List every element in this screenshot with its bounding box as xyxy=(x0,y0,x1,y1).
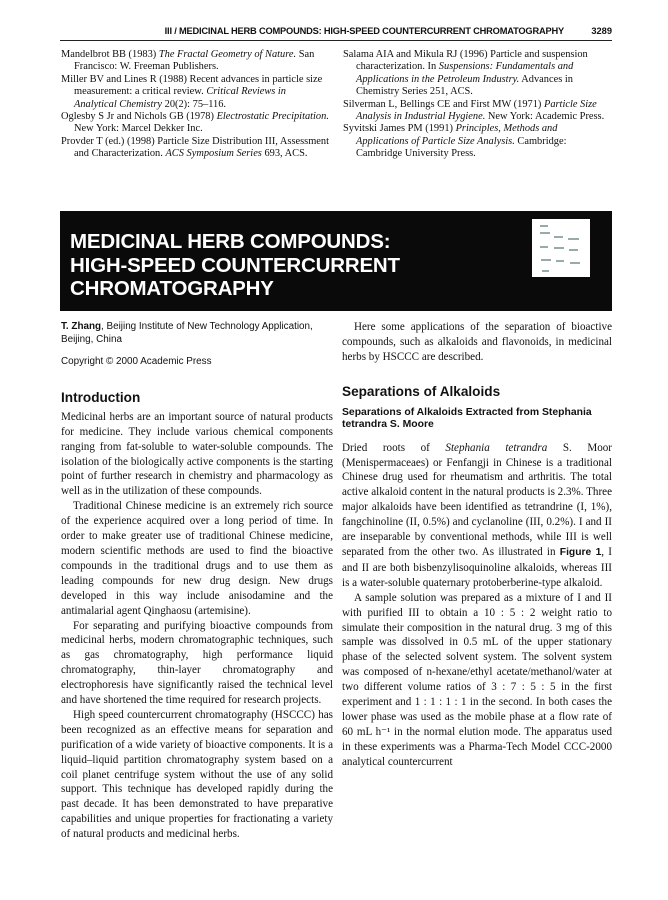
reference-entry: Salama AIA and Mikula RJ (1996) Particle and suspension characterization. In Suspensions: Fundamentals and Applications in the Petroleum Industry. Advances in Chemistry Series 251, ACS. xyxy=(343,49,588,98)
species-name: Stephania tetrandra xyxy=(445,441,548,454)
references-right-column xyxy=(343,49,611,161)
article-title: MEDICINAL HERB COMPOUNDS: HIGH-SPEED COUNTERCURRENT CHROMATOGRAPHY xyxy=(70,230,400,300)
author-name: T. Zhang xyxy=(61,321,102,332)
references-left-column xyxy=(61,49,331,161)
author-affiliation: , Beijing Institute of New Technology Application, Beijing, China xyxy=(61,321,313,345)
author-block xyxy=(61,320,333,346)
paragraph: Dried roots of Stephania tetrandra S. Moor (Menispermaceaes) or Fenfangji in Chinese is a traditional Chinese drug used for rheumatism and arthritis. The total active alkaloid content in the natural products is 2.3%. Three major alkaloids have been identified as tetrandrine (I, 1%), fangchinoline (II, 0.5%) and cyclanoline (III, 0.2%). I and II are inseparable by conventional methods, while III is well separated from the other two. As illustrated in Figure 1, I and II are both bisbenzylisoquinoline alkaloids, whereas III is a water-soluble quaternary protoberberine-type alkaloid. xyxy=(342,441,612,589)
paragraph: Medicinal herbs are an important source of natural products for medicine. They include various chemical components ranging from fat-soluble to water-soluble compounds. The isolation of the biologically active components is the starting point of further research in chemistry and pharmacology as well as in the utilization of these compounds. xyxy=(61,410,333,498)
reference-entry: Syvitski James PM (1991) Principles, Methods and Applications of Particle Size Analysis. Cambridge: Cambridge University Press. xyxy=(343,123,567,160)
left-text-column xyxy=(61,320,333,842)
paragraph: A sample solution was prepared as a mixture of I and II with purified III to obtain a 10 : 5 : 2 weight ratio to simulate their composition in the natural drug. 3 mg of this sample was dissolved in 0.5 mL of the upper stationary phase of the selected solvent system. The solvent system was composed of n-hexane/ethyl acetate/methanol/water at two different volume ratios of 3 : 7 : 5 : 5 in the first experiment and 1 : 1 : 1 : 1 in the second. In both cases the lower phase was used as the mobile phase at a flow rate of 60 mL h⁻¹ in the normal elution mode. The apparatus used in these experiments was a Pharma-Tech Model CCC-2000 analytical countercurrent xyxy=(342,591,612,768)
right-text-column xyxy=(342,320,612,770)
running-header xyxy=(60,26,612,41)
chromatogram-thumbnail-icon xyxy=(532,219,590,277)
paragraph: For separating and purifying bioactive compounds from medicinal herbs, modern chromatographic techniques, such as gas chromatography, high performance liquid chromatography, thin-layer chromatography and electrophoresis have significantly raised the technical level and have shortened the time required for research projects. xyxy=(61,619,333,707)
running-title: III / MEDICINAL HERB COMPOUNDS: HIGH-SPEED COUNTERCURRENT CHROMATOGRAPHY xyxy=(164,26,564,36)
copyright-line: Copyright © 2000 Academic Press xyxy=(61,356,212,367)
reference-entry: Provder T (ed.) (1998) Particle Size Distribution III, Assessment and Characterization. ACS Symposium Series 693, ACS. xyxy=(61,135,329,160)
subsection-heading: Separations of Alkaloids Extracted from Stephania tetrandra S. Moore xyxy=(342,406,592,431)
page-number: 3289 xyxy=(591,26,612,36)
paragraph: Traditional Chinese medicine is an extremely rich source of the experience acquired over a long period of time. In order to make greater use of traditional Chinese medicine, modern scientific methods are used to find the bioactive compounds in the traditional drugs and to use them as leading compounds for new drug design. New drugs developed in this way include anisodamine and the antimalarial agent Qinghaosu (artemisine). xyxy=(61,500,333,617)
reference-entry: Miller BV and Lines R (1988) Recent advances in particle size measurement: a critical review. Critical Reviews in Analytical Chemistry 20(2): 75–116. xyxy=(61,73,323,110)
section-heading-introduction: Introduction xyxy=(61,389,141,405)
reference-entry: Silverman L, Bellings CE and First MW (1971) Particle Size Analysis in Industrial Hygiene. New York: Academic Press. xyxy=(343,98,605,123)
figure-reference-link[interactable]: Figure 1 xyxy=(559,546,602,558)
reference-entry: Oglesby S Jr and Nichols GB (1978) Electrostatic Precipitation. New York: Marcel Dekker Inc. xyxy=(61,111,329,135)
reference-entry: Mandelbrot BB (1983) The Fractal Geometry of Nature. San Francisco: W. Freeman Publishers. xyxy=(61,49,315,73)
paragraph: High speed countercurrent chromatography (HSCCC) has been recognized as an effective means for separation and purification of a wide variety of bioactive components. It is a liquid–liquid partition chromatography system based on a coil planet centrifuge system without the use of any solid support. This technique has developed rapidly during the past decade. It has been demonstrated to have preparative capabilities and unique properties for fractionating a variety of natural products and medicinal herbs. xyxy=(61,708,333,841)
section-heading-alkaloids: Separations of Alkaloids xyxy=(342,383,501,399)
article-title-banner xyxy=(60,211,612,311)
paragraph: Here some applications of the separation of bioactive compounds, such as alkaloids and flavonoids, in medicinal herbs by HSCCC are described. xyxy=(342,321,612,363)
